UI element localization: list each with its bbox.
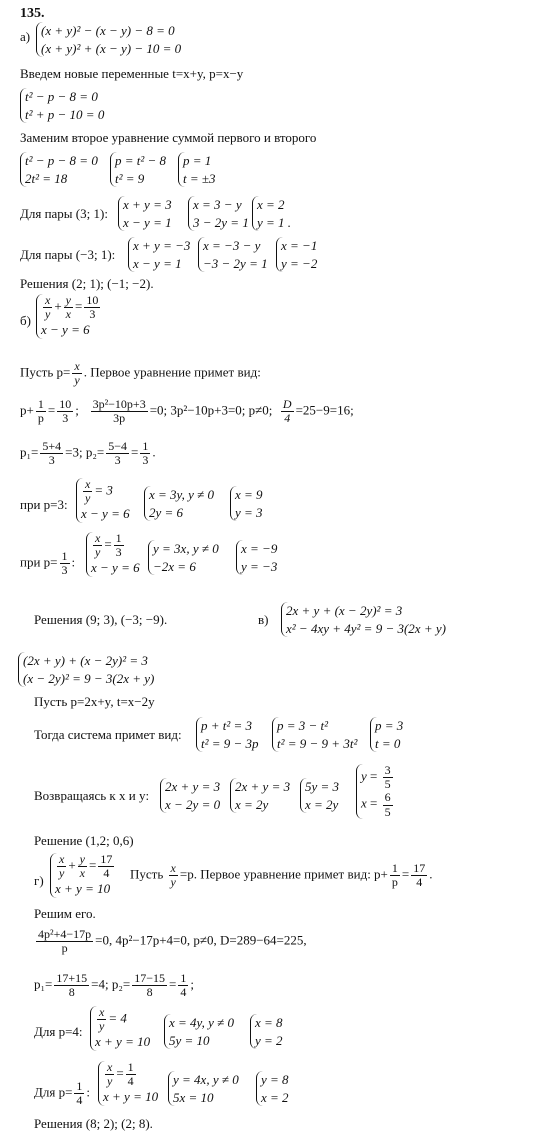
- p2-suffix: =: [169, 976, 177, 992]
- let-prefix: Пусть p=: [20, 364, 71, 380]
- equation: p = 3 − t²: [277, 718, 329, 733]
- p2-suffix: =: [131, 444, 139, 460]
- p3-label: при p=3:: [20, 497, 68, 512]
- p2-end: .: [152, 444, 156, 460]
- eq-text: =0; 3p²−10p+3=0; p≠0;: [149, 402, 273, 418]
- p4-system-3: [250, 1014, 283, 1049]
- p14-system-1: $\frac{x}{y}$ = $\frac{1}{4}$ x + y = 10: [98, 1061, 158, 1106]
- equation: x = −3 − y: [203, 238, 261, 253]
- equation: 5y = 3: [305, 779, 340, 794]
- equation: y = 8: [261, 1072, 289, 1087]
- equation: x − y = 1: [123, 214, 172, 230]
- equation: x + y = 3: [123, 197, 172, 212]
- p1-prefix: p₁=: [20, 444, 39, 460]
- g-let-line: Пусть $\frac{x}{y}$ =p. Первое уравнение примет вид: p+ $\frac{1}{p}$ = $\frac{17}{4}$ .: [130, 861, 433, 890]
- p1-suffix: =3; p₂=: [65, 444, 105, 460]
- equation: x + y = 10: [103, 1089, 159, 1105]
- v-back-system-3: [300, 778, 339, 813]
- equation: y = 2: [255, 1032, 283, 1048]
- let-line: Пусть p= $\frac{x}{y}$ . Первое уравнение примет вид:: [20, 359, 261, 388]
- equation: 2x + y = 3: [165, 779, 221, 794]
- p4-label: Для p=4:: [34, 1024, 83, 1039]
- p4-system-1: $\frac{x}{y}$ = 4 x + y = 10: [90, 1006, 150, 1051]
- part-a-answer: Решения (2; 1); (−1; −2).: [20, 276, 154, 291]
- g-equation-line: $\frac{\text{4p²+4−17p}}{p}$ =0, 4p²−17p+4=0, p≠0, D=289−64=225,: [38, 927, 307, 956]
- pair-2-system-2: [198, 237, 268, 272]
- equation: 5y = 10: [169, 1032, 210, 1048]
- v-system-1: [18, 652, 154, 687]
- p1-suffix: =4; p₂=: [91, 976, 131, 992]
- p3-system-1: $\frac{x}{y}$ = 3 x − y = 6: [76, 478, 130, 523]
- equation: t² = 9 − 3p: [201, 735, 259, 751]
- p1-prefix: p₁=: [34, 976, 53, 992]
- p13-system-3: [236, 540, 277, 575]
- part-b-system: $\frac{x}{y}$ + $\frac{y}{x}$ = $\frac{10}{3}$ x − y = 6: [36, 294, 116, 339]
- equation: x − y = 6: [41, 322, 90, 338]
- part-a-label: а): [20, 29, 31, 44]
- v-then-system-1: [196, 717, 259, 752]
- equation: y = −2: [281, 255, 318, 271]
- v-then-label: Тогда система примет вид:: [34, 727, 182, 742]
- equation: 2x + y + (x − 2y)² = 3: [286, 603, 403, 618]
- system-step-3: [178, 152, 216, 187]
- p2-end: ;: [190, 976, 194, 992]
- equation: x − y = 6: [81, 506, 130, 522]
- v-then-system-2: [272, 717, 357, 752]
- equation: 3 − 2y = 1: [193, 214, 249, 230]
- p4-system-2: [164, 1014, 234, 1049]
- equation: x = 3 − y: [193, 197, 242, 212]
- b-equation-line: p+ $\frac{1}{p}$ = $\frac{10}{3}$ ; $\frac{\text{3p²−10p+3}}{3p}$ =0; 3p²−10p+3=0; p≠0; $\frac{D}{4}$ =25−9=16;: [20, 397, 354, 426]
- equation: y = −3: [241, 558, 278, 574]
- p13-system-2: [148, 540, 219, 575]
- equation: x = 2y: [305, 796, 339, 812]
- intro-text: Введем новые переменные t=x+y, p=x−y: [20, 66, 244, 81]
- system-step-2: [110, 152, 166, 187]
- equation: x − 2y = 0: [165, 796, 221, 812]
- equation: x + y = 10: [55, 881, 111, 897]
- let-suffix: . Первое уравнение примет вид:: [83, 364, 261, 380]
- v-back-label: Возвращаясь к x и y:: [34, 788, 150, 803]
- part-g-system: $\frac{x}{y}$ + $\frac{y}{x}$ = $\frac{17}{4}$ x + y = 10: [50, 853, 116, 898]
- v-then-system-3: [370, 717, 403, 752]
- equation: 2y = 6: [149, 504, 184, 520]
- equation: t² + p − 10 = 0: [25, 106, 105, 122]
- equation: t = 0: [375, 735, 401, 751]
- equation: (2x + y) + (x − 2y)² = 3: [23, 653, 148, 668]
- equation: (x + y)² + (x − y) − 10 = 0: [41, 40, 182, 56]
- equation: x = 2: [257, 197, 285, 212]
- p14-system-2: [168, 1071, 239, 1106]
- pair-2-system-3: [276, 237, 317, 272]
- equation: −3 − 2y = 1: [203, 255, 268, 271]
- part-b-answer: Решения (9; 3), (−3; −9).: [34, 612, 168, 627]
- p13-label: при p= $\frac{1}{3}$ :: [20, 549, 76, 578]
- equation: 2x + y = 3: [235, 779, 291, 794]
- solve-text: Решим его.: [34, 906, 96, 921]
- part-v-system: [281, 602, 446, 637]
- equation: p = 1: [183, 153, 212, 168]
- g-roots-line: p₁= $\frac{17+15}{8}$ =4; p₂= $\frac{17-15}{8}$ = $\frac{1}{4}$ ;: [34, 971, 194, 1000]
- part-v-label: в): [258, 612, 269, 627]
- equation: y = 1 .: [257, 214, 292, 230]
- equation: t = ±3: [183, 170, 216, 186]
- system-step-1: [20, 152, 98, 187]
- eq-d-text: =25−9=16;: [295, 402, 354, 418]
- replace-text: Заменим второе уравнение суммой первого и второго: [20, 130, 317, 145]
- substituted-system: [20, 88, 104, 123]
- p14-prefix: Для p=: [34, 1084, 73, 1100]
- equation: x − y = 1: [133, 255, 182, 271]
- equation: y = 3x, y ≠ 0: [153, 541, 219, 556]
- pair-1-system-2: [188, 196, 249, 231]
- equation: p = t² − 8: [115, 153, 167, 168]
- equation: x = 8: [255, 1015, 283, 1030]
- equation: p = 3: [375, 718, 404, 733]
- equation: x = 4y, y ≠ 0: [169, 1015, 234, 1030]
- equation: x = 3y, y ≠ 0: [149, 487, 214, 502]
- equation: 5x = 10: [173, 1089, 214, 1105]
- part-a-system: [36, 22, 181, 57]
- equation: x = 2y: [235, 796, 269, 812]
- equation: (x + y)² − (x − y) − 8 = 0: [41, 23, 175, 38]
- equation: x + y = −3: [133, 238, 191, 253]
- p13-system-1: $\frac{x}{y}$ = $\frac{1}{3}$ x − y = 6: [86, 532, 140, 577]
- equation: −2x = 6: [153, 558, 196, 574]
- part-g-label: г): [34, 873, 44, 888]
- p13-prefix: при p=: [20, 554, 58, 570]
- p3-system-2: [144, 486, 214, 521]
- v-back-system-4: y = $\frac{3}{5}$ x = $\frac{6}{5}$: [356, 764, 395, 819]
- problem-number: 135.: [20, 6, 45, 21]
- equation: p + t² = 3: [201, 718, 253, 733]
- equation: x = 2: [261, 1089, 289, 1105]
- equation: y = 4x, y ≠ 0: [173, 1072, 239, 1087]
- equation: t² = 9 − 9 + 3t²: [277, 735, 358, 751]
- equation: y = 3: [235, 504, 263, 520]
- let-mid: =p. Первое уравнение примет вид: p+: [179, 866, 388, 882]
- v-back-system-2: [230, 778, 290, 813]
- pair-1-system-3: [252, 196, 291, 231]
- b-roots-line: p₁= $\frac{5+4}{3}$ =3; p₂= $\frac{5-4}{3}$ = $\frac{1}{3}$ .: [20, 439, 156, 468]
- part-g-answer: Решения (8; 2); (2; 8).: [34, 1116, 153, 1131]
- equation: t² − p − 8 = 0: [25, 89, 98, 104]
- equation: x = 9: [235, 487, 263, 502]
- equation: x − y = 6: [91, 560, 140, 576]
- pair-1-label: Для пары (3; 1):: [20, 206, 108, 221]
- equation: x = −9: [241, 541, 278, 556]
- equation: (x − 2y)² = 9 − 3(2x + y): [23, 670, 155, 686]
- equation: x² − 4xy + 4y² = 9 − 3(2x + y): [286, 620, 446, 636]
- equation: 2t² = 18: [25, 170, 68, 186]
- pair-1-system-1: [118, 196, 172, 231]
- part-v-answer: Решение (1,2; 0,6): [34, 833, 134, 848]
- v-let-text: Пусть p=2x+y, t=x−2y: [34, 694, 155, 709]
- equation: x = −1: [281, 238, 318, 253]
- pair-2-system-1: [128, 237, 190, 272]
- part-b-label: б): [20, 313, 31, 328]
- equation: t² = 9: [115, 170, 145, 186]
- let-text: Пусть: [130, 866, 164, 882]
- v-back-system-1: [160, 778, 220, 813]
- p14-label: Для p= $\frac{1}{4}$ :: [34, 1079, 91, 1108]
- p3-system-3: [230, 486, 263, 521]
- equation: t² − p − 8 = 0: [25, 153, 98, 168]
- eq-text: =0, 4p²−17p+4=0, p≠0, D=289−64=225,: [95, 932, 307, 948]
- equation: x + y = 10: [95, 1034, 151, 1050]
- p14-system-3: [256, 1071, 289, 1106]
- pair-2-label: Для пары (−3; 1):: [20, 247, 116, 262]
